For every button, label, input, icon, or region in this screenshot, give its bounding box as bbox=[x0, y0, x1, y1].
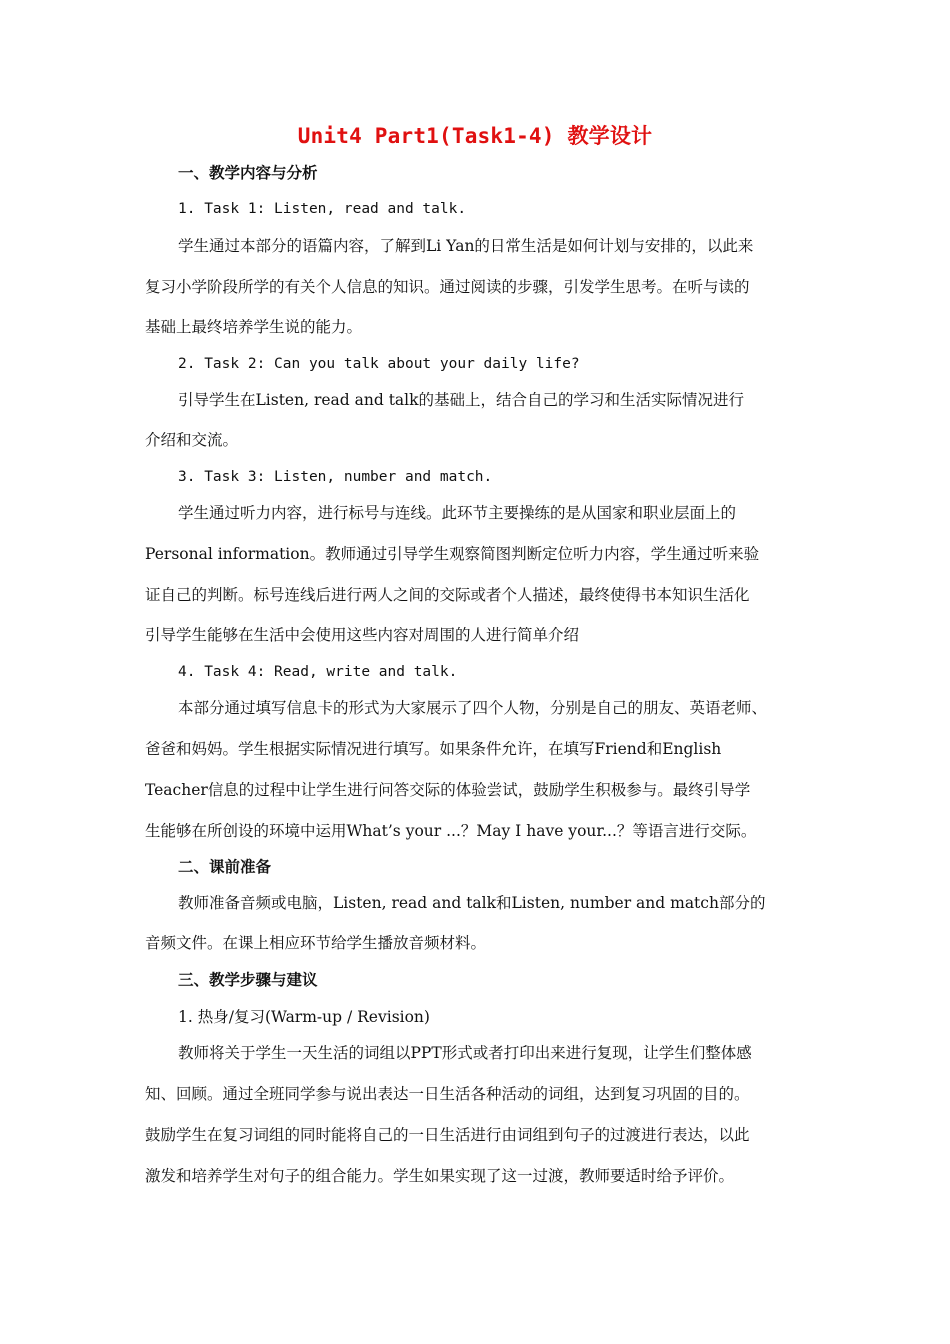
paragraph-line: 证自己的判断。标号连线后进行两人之间的交际或者个人描述，最终使得书本知识生活化 bbox=[145, 586, 750, 604]
section-heading-preparation: 二、课前准备 bbox=[178, 858, 272, 876]
paragraph-line: 教师准备音频或电脑，Listen, read and talk和Listen, number and match部分的 bbox=[178, 894, 766, 912]
paragraph-line: 本部分通过填写信息卡的形式为大家展示了四个人物，分别是自己的朋友、英语老师、 bbox=[178, 699, 768, 717]
paragraph-line: 爸爸和妈妈。学生根据实际情况进行填写。如果条件允许，在填写Friend和English bbox=[145, 740, 722, 758]
paragraph-line: 介绍和交流。 bbox=[145, 431, 239, 449]
paragraph-line: 引导学生能够在生活中会使用这些内容对周围的人进行简单介绍 bbox=[145, 626, 580, 644]
paragraph-line: 教师将关于学生一天生活的词组以PPT形式或者打印出来进行复现，让学生们整体感 bbox=[178, 1044, 752, 1062]
document-title: Unit4 Part1(Task1-4) 教学设计 bbox=[297, 124, 653, 148]
paragraph-line: 引导学生在Listen, read and talk的基础上，结合自己的学习和生活实际情况进行 bbox=[178, 391, 745, 409]
paragraph-line: 学生通过听力内容，进行标号与连线。此环节主要操练的是从国家和职业层面上的 bbox=[178, 504, 737, 522]
task-3-heading: 3. Task 3: Listen, number and match. bbox=[178, 469, 493, 485]
task-1-heading: 1. Task 1: Listen, read and talk. bbox=[178, 201, 467, 217]
paragraph-line: 鼓励学生在复习词组的同时能将自己的一日生活进行由词组到句子的过渡进行表达，以此 bbox=[145, 1126, 750, 1144]
step-1-heading: 1. 热身/复习(Warm-up / Revision) bbox=[178, 1008, 430, 1026]
paragraph-line: Teacher信息的过程中让学生进行问答交际的体验尝试，鼓励学生积极参与。最终引导学 bbox=[145, 781, 751, 799]
section-heading-teaching-steps: 三、教学步骤与建议 bbox=[178, 971, 318, 989]
task-2-heading: 2. Task 2: Can you talk about your daily life? bbox=[178, 356, 580, 372]
paragraph-line: 学生通过本部分的语篇内容，了解到Li Yan的日常生活是如何计划与安排的，以此来 bbox=[178, 237, 754, 255]
paragraph-line: 复习小学阶段所学的有关个人信息的知识。通过阅读的步骤，引发学生思考。在听与读的 bbox=[145, 278, 750, 296]
task-4-heading: 4. Task 4: Read, write and talk. bbox=[178, 664, 458, 680]
paragraph-line: 音频文件。在课上相应环节给学生播放音频材料。 bbox=[145, 934, 487, 952]
paragraph-line: 基础上最终培养学生说的能力。 bbox=[145, 318, 363, 336]
paragraph-line: Personal information。教师通过引导学生观察简图判断定位听力内容，学生通过听来验 bbox=[145, 545, 760, 563]
section-heading-content-analysis: 一、教学内容与分析 bbox=[178, 164, 318, 182]
paragraph-line: 生能够在所创设的环境中运用What’s your ...？May I have your...？等语言进行交际。 bbox=[145, 822, 757, 840]
paragraph-line: 激发和培养学生对句子的组合能力。学生如果实现了这一过渡，教师要适时给予评价。 bbox=[145, 1167, 735, 1185]
paragraph-line: 知、回顾。通过全班同学参与说出表达一日生活各种活动的词组，达到复习巩固的目的。 bbox=[145, 1085, 750, 1103]
